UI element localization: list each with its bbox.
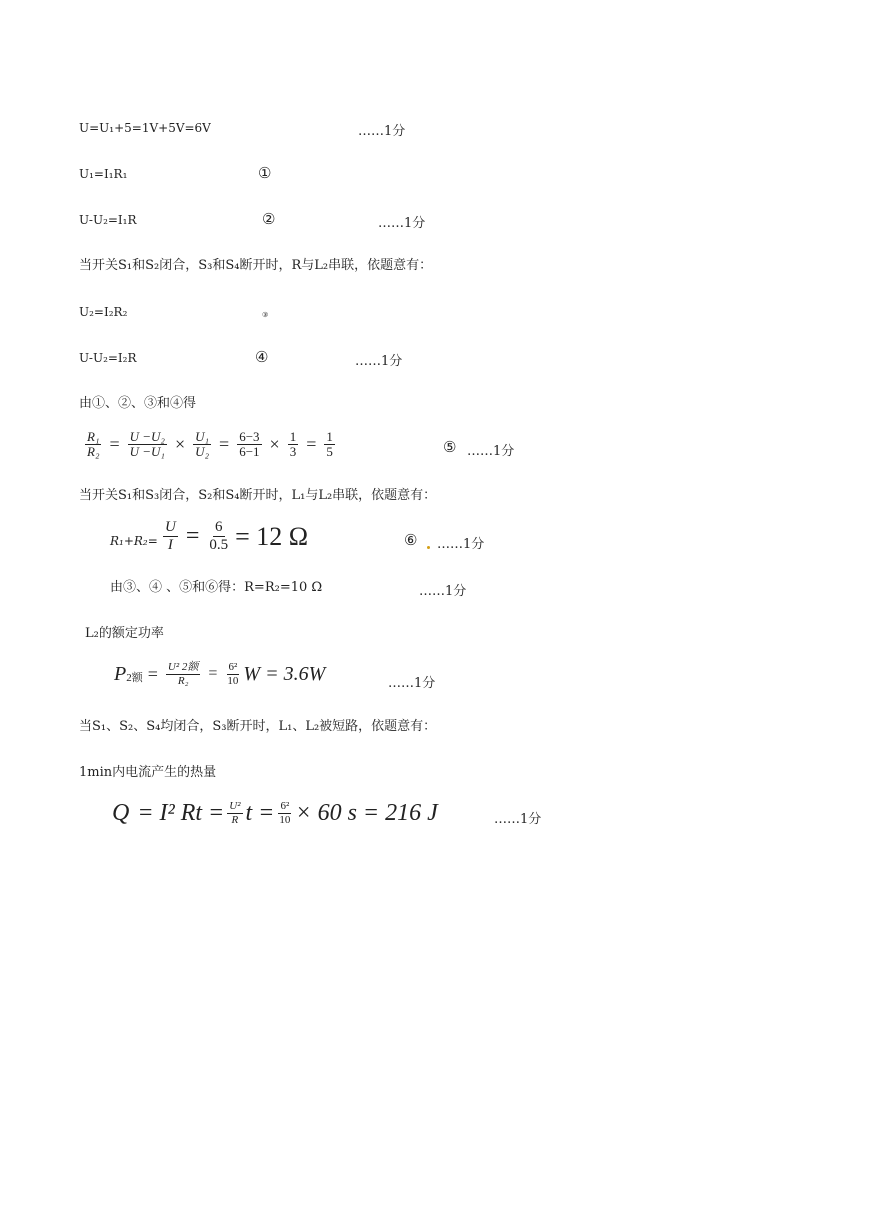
marker-6: ⑥ [404, 531, 418, 549]
equation-sum-prefix: R₁+R₂= [110, 534, 158, 548]
equation-sum: $\frac{U}{I}$ = $\frac{6}{0.5}$ = 12 Ω [165, 519, 309, 553]
condition-s1-s3: 当开关S₁和S₃闭合，S₂和S₄断开时，L₁与L₂串联，依题意有： [79, 488, 437, 503]
equation-u-minus-u2-i2: U-U₂=I₂R [79, 351, 137, 365]
equation-total-voltage: U=U₁+5=1V+5V=6V [79, 121, 211, 135]
score-mark: ……1分 [388, 676, 436, 691]
marker-3: ③ [262, 311, 269, 319]
marker-4: ④ [255, 348, 269, 366]
equation-u2: U₂=I₂R₂ [79, 305, 128, 319]
marker-1: ① [258, 164, 272, 182]
heat-heading: 1min内电流产生的热量 [79, 765, 217, 780]
marker-5: ⑤ [443, 438, 457, 456]
rated-power-heading: L₂的额定功率 [85, 626, 164, 641]
equation-heat: Q = I² Rt = $\frac{\text{U²}}{R}$ t = $\frac{\text{6²}}{10}$ × 60 s = 216 J [112, 800, 438, 826]
derivation-result-r: 由③、④ 、⑤和⑥得：R=R₂=10 Ω [110, 580, 323, 595]
condition-s1-s2: 当开关S₁和S₂闭合，S₃和S₄断开时，R与L₂串联，依题意有： [79, 258, 433, 273]
equation-u-minus-u2: U-U₂=I₁R [79, 213, 137, 227]
equation-power: P 2额 = $\frac{\text{U² 2额}}{\text{R₂}}$ = $\frac{\text{6²}}{10}$ W = 3.6W [114, 661, 326, 687]
marker-2: ② [262, 210, 276, 228]
condition-short-circuit: 当S₁、S₂、S₄均闭合，S₃断开时，L₁、L₂被短路，依题意有： [79, 719, 437, 734]
score-mark: ……1分 [358, 124, 406, 139]
equation-u1: U₁=I₁R₁ [79, 167, 128, 181]
score-mark: ……1分 [378, 216, 426, 231]
derivation-intro: 由①、②、③和④得 [79, 396, 197, 411]
score-mark: ……1分 [437, 537, 485, 552]
score-mark: ……1分 [467, 444, 515, 459]
stray-dot [427, 546, 430, 549]
equation-ratio: $\frac{\text{R₁}}{\text{R₂}}$ = $\frac{\text{U −U₂}}{\text{U −U₁}}$ × $\frac{\text{U₁}}{\text{U₂}}$ = $\frac{6-3}{6-1}$ × $\frac{1}{3}$ = $\frac{1}{5}$ [87, 429, 333, 459]
score-mark: ……1分 [494, 812, 542, 827]
score-mark: ……1分 [355, 354, 403, 369]
score-mark: ……1分 [419, 584, 467, 599]
